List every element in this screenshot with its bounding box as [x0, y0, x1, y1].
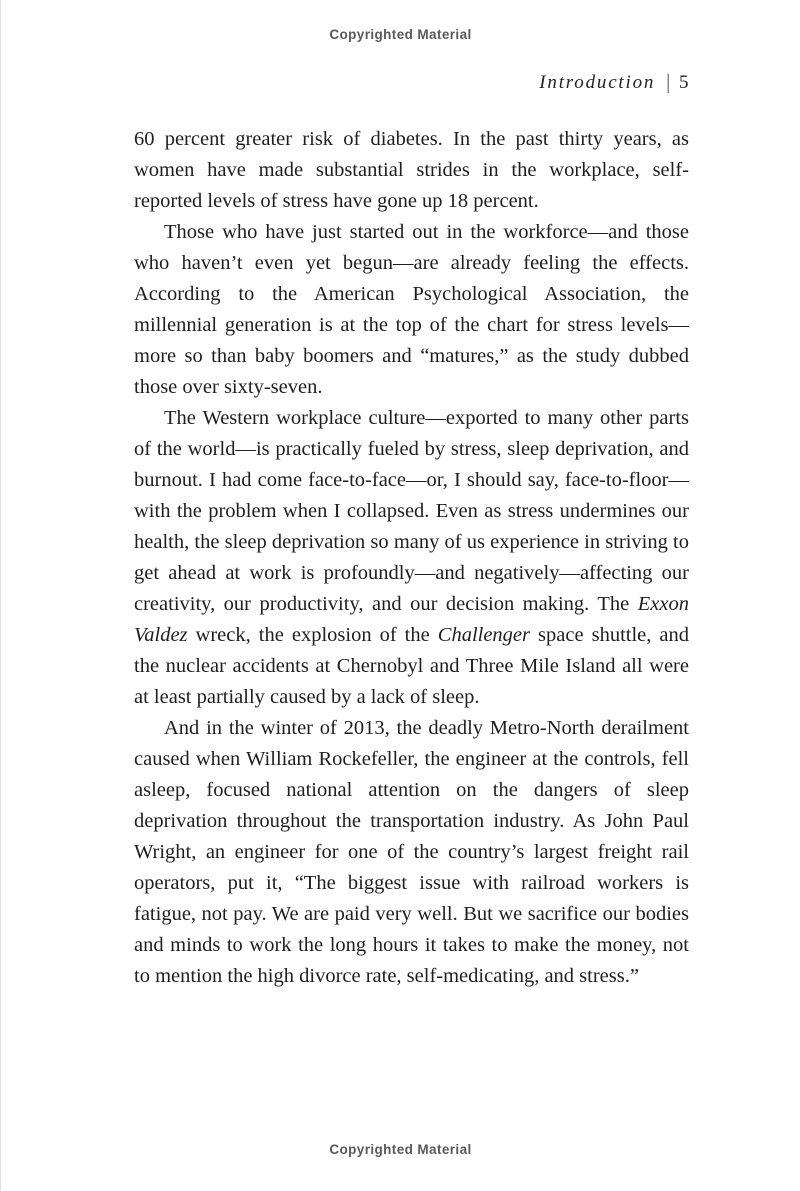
book-title-exxon-valdez: Exxon Valdez [134, 593, 689, 646]
paragraph-text: wreck, the explosion of the [187, 624, 438, 646]
paragraph [134, 124, 689, 217]
paragraph [134, 217, 689, 403]
copyright-notice-top: Copyrighted Material [329, 27, 472, 42]
paragraph-text: 60 percent greater risk of diabetes. In the past thirty years, as women have made substantial strides in the workplace, self-reported levels of stress have gone up 18 percent. [134, 128, 689, 212]
copyright-notice-bottom: Copyrighted Material [329, 1142, 472, 1157]
paragraph-text: The Western workplace culture—exported to many other parts of the world—is practically fueled by stress, sleep deprivation, and burnout. I had come face-to-face—or, I should say, face-to-floor—with the problem when I collapsed. Even as stress undermines our health, the sleep deprivation so many of us experience in striving to get ahead at work is profoundly—and negatively—affecting our creativity, our productivity, and our decision making. The [134, 407, 689, 615]
paragraph-text: Those who have just started out in the workforce—and those who haven’t even yet begun—are already feeling the effects. According to the American Psychological Association, the millennial generation is at the top of the chart for stress levels—more so than baby boomers and “matures,” as the study dubbed those over sixty-seven. [134, 221, 689, 398]
header-separator: | [666, 70, 670, 94]
page-number: 5 [679, 72, 689, 93]
running-header [134, 70, 689, 96]
paragraph-text: And in the winter of 2013, the deadly Metro-North derailment caused when William Rockefeller, the engineer at the controls, fell asleep, focused national attention on the dangers of sleep deprivation throughout the transportation industry. As John Paul Wright, an engineer for one of the country’s largest freight rail operators, put it, “The biggest issue with railroad workers is fatigue, not pay. We are paid very well. But we sacrifice our bodies and minds to work the long hours it takes to make the money, not to mention the high divorce rate, self-medicating, and stress.” [134, 717, 689, 987]
paragraph [134, 403, 689, 713]
paragraph [134, 713, 689, 992]
page-body [134, 124, 689, 992]
paragraph-text: space shuttle, and the nuclear accidents at Chernobyl and Three Mile Island all were at least partially caused by a lack of sleep. [134, 624, 689, 708]
running-head-chapter-title: Introduction [539, 72, 656, 93]
page-content [134, 70, 689, 992]
book-title-challenger: Challenger [437, 624, 531, 646]
